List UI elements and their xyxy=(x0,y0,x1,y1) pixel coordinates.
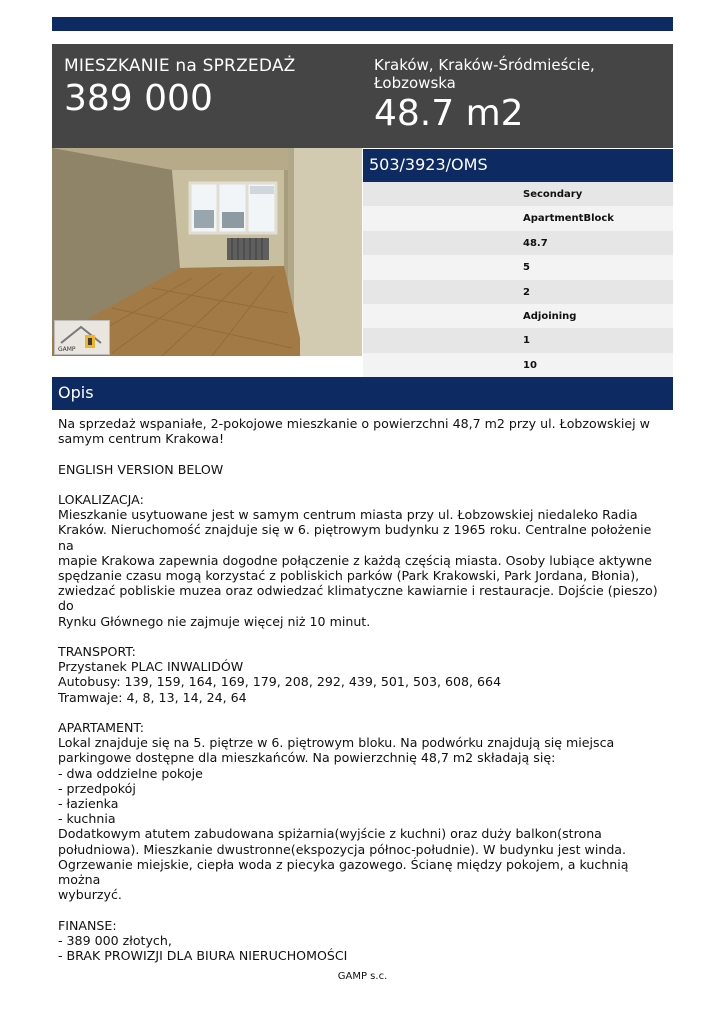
description-line: FINANSE: xyxy=(58,917,117,933)
param-row xyxy=(363,255,673,279)
apartment-photo xyxy=(52,148,362,356)
param-value: 5 xyxy=(523,262,530,274)
param-row xyxy=(363,231,673,255)
reference-number: 503/3923/OMS xyxy=(369,155,488,174)
param-value: ApartmentBlock xyxy=(523,213,614,225)
description-header xyxy=(52,377,673,410)
listing-location: Kraków, Kraków-Śródmieście, Łobzowska xyxy=(374,56,595,92)
listing-header xyxy=(52,44,673,148)
header-right xyxy=(374,56,664,134)
parameters-table xyxy=(363,182,673,377)
description-line xyxy=(58,705,663,720)
description-line: APARTAMENT: xyxy=(58,720,144,735)
description-line: Dodatkowym atutem zabudowana spiżarnia(wyjście z kuchni) oraz duży balkon(strona xyxy=(58,826,602,842)
description-title: Opis xyxy=(58,383,94,402)
description-line: - przedpokój xyxy=(58,780,136,796)
param-value: Adjoining xyxy=(523,310,577,322)
description-line: Przystanek PLAC INWALIDÓW xyxy=(58,659,244,675)
description-line: Lokal znajduje się na 5. piętrze w 6. piętrowym bloku. Na podwórku znajdują się miejsca xyxy=(58,735,615,751)
description-line: ENGLISH VERSION BELOW xyxy=(58,461,224,477)
description-line: samym centrum Krakowa! xyxy=(58,431,225,447)
footer-agency: GAMP s.c. xyxy=(337,971,388,982)
param-value: 2 xyxy=(523,286,530,298)
description-line: wyburzyć. xyxy=(58,887,122,903)
param-row xyxy=(363,328,673,352)
top-accent-bar xyxy=(52,17,673,31)
param-value: 1 xyxy=(523,335,530,347)
param-row xyxy=(363,182,673,206)
reference-bar xyxy=(363,149,673,182)
description-line: Autobusy: 139, 159, 164, 169, 179, 208, 292, 439, 501, 503, 608, 664 xyxy=(58,674,502,690)
description-line: Mieszkanie usytuowane jest w samym centrum miasta przy ul. Łobzowskiej niedaleko Radia xyxy=(58,507,638,523)
param-row xyxy=(363,206,673,230)
param-value: 10 xyxy=(523,359,537,371)
description-line: - BRAK PROWIZJI DLA BIURA NIERUCHOMOŚCI xyxy=(58,948,348,964)
description-line: parkingowe dostępne dla mieszkańców. Na powierzchnię 48,7 m2 składają się: xyxy=(58,750,556,766)
description-line: - dwa oddzielne pokoje xyxy=(58,765,203,781)
description-line: spędzanie czasu mogą korzystać z pobliskich parków (Park Krakowski, Park Jordana, Błonia), xyxy=(58,568,640,583)
param-value: Secondary xyxy=(523,189,583,200)
description-line: - kuchnia xyxy=(58,811,116,827)
description-line: - łazienka xyxy=(58,796,119,812)
description-line: południowa). Mieszkanie dwustronne(ekspozycja północ-południe). W budynku jest winda. xyxy=(58,841,627,857)
header-left xyxy=(64,56,296,119)
listing-area: 48.7 m2 xyxy=(374,93,524,134)
description-line: Na sprzedaż wspaniałe, 2-pokojowe mieszkanie o powierzchni 48,7 m2 przy ul. Łobzowskiej w xyxy=(58,416,650,431)
description-line: LOKALIZACJA: xyxy=(58,491,144,507)
description-line: - 389 000 złotych, xyxy=(58,932,172,948)
logo-text: GAMP xyxy=(58,346,76,353)
description-line xyxy=(58,477,663,492)
listing-type: MIESZKANIE na SPRZEDAŻ xyxy=(64,56,296,76)
description-line: Ogrzewanie miejskie, ciepła woda z piecyka gazowego. Ścianę między pokojem, a kuchnią można xyxy=(58,856,633,888)
description-line: zwiedzać pobliskie muzea oraz odwiedzać klimatyczne kawiarnie i restauracje. Dojście (pieszo) do xyxy=(58,583,662,614)
agency-logo xyxy=(54,320,110,355)
description-line: Tramwaje: 4, 8, 13, 14, 24, 64 xyxy=(58,689,247,705)
param-row xyxy=(363,304,673,328)
param-row xyxy=(363,353,673,377)
listing-price: 389 000 xyxy=(64,78,213,119)
description-line: Rynku Głównego nie zajmuje więcej niż 10 minut. xyxy=(58,613,371,629)
description-line xyxy=(58,446,663,461)
description-line: TRANSPORT: xyxy=(58,644,136,659)
description-line: mapie Krakowa zapewnia dogodne połączenie z każdą częścią miasta. Osoby lubiące aktywne xyxy=(58,552,653,568)
description-line xyxy=(58,629,663,644)
description-line xyxy=(58,902,663,917)
param-row xyxy=(363,280,673,304)
param-value: 48.7 xyxy=(523,237,548,249)
description-text xyxy=(58,416,663,963)
description-line: Kraków. Nieruchomość znajduje się w 6. piętrowym budynku z 1965 roku. Centralne położenie na xyxy=(58,522,656,553)
